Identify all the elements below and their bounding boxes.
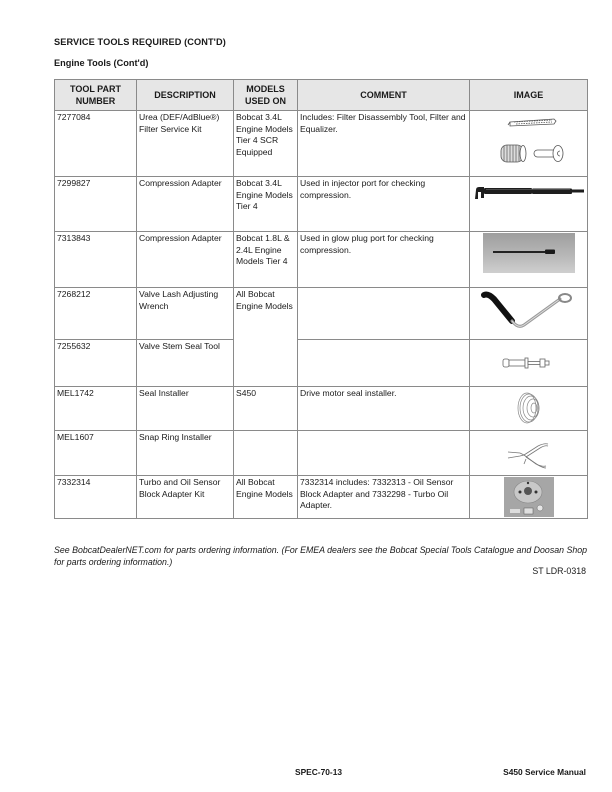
models-cell: Bobcat 3.4L Engine Models Tier 4 (234, 177, 298, 232)
filter-service-kit-image (470, 111, 588, 177)
manual-title: S450 Service Manual (503, 767, 586, 777)
header-description: DESCRIPTION (137, 80, 234, 111)
valve-lash-wrench-image (470, 288, 588, 340)
pliers-icon (504, 440, 554, 470)
glow-plug-adapter-photo-icon (483, 233, 575, 273)
compression-adapter-icon (472, 178, 588, 208)
part-number-cell: 7277084 (55, 111, 137, 177)
part-number-cell: MEL1607 (55, 431, 137, 476)
turbo-oil-adapter-kit-image (470, 476, 588, 519)
comment-cell: 7332314 includes: 7332313 - Oil Sensor Block Adapter and 7332298 - Turbo Oil Adapter. (298, 476, 470, 519)
table-row (55, 431, 588, 476)
models-cell: Bobcat 1.8L & 2.4L Engine Models Tier 4 (234, 232, 298, 288)
table-row (55, 476, 588, 519)
description-cell: Turbo and Oil Sensor Block Adapter Kit (137, 476, 234, 519)
description-cell: Valve Stem Seal Tool (137, 340, 234, 387)
document-code: ST LDR-0318 (532, 566, 586, 576)
comment-cell: Used in injector port for checking compression. (298, 177, 470, 232)
seal-installer-icon (509, 388, 549, 428)
models-cell: All Bobcat Engine Models (234, 288, 298, 387)
comment-cell (298, 288, 470, 340)
table-row (55, 288, 588, 340)
header-models: MODELS USED ON (234, 80, 298, 111)
seal-installer-image (470, 387, 588, 431)
glow-plug-compression-adapter-image (470, 232, 588, 288)
table-header-row (55, 80, 588, 111)
section-title: SERVICE TOOLS REQUIRED (CONT'D) (54, 37, 226, 47)
models-cell: S450 (234, 387, 298, 431)
models-cell: All Bobcat Engine Models (234, 476, 298, 519)
page-number: SPEC-70-13 (295, 767, 343, 777)
description-cell: Compression Adapter (137, 232, 234, 288)
description-cell: Seal Installer (137, 387, 234, 431)
service-tools-table (54, 79, 588, 519)
part-number-cell: 7313843 (55, 232, 137, 288)
description-cell: Valve Lash Adjusting Wrench (137, 288, 234, 340)
header-part-number: TOOL PART NUMBER (55, 80, 137, 111)
models-cell (234, 431, 298, 476)
table-row (55, 340, 588, 387)
table-row (55, 111, 588, 177)
filter-kit-icon (474, 112, 584, 172)
seal-tool-icon (499, 353, 559, 373)
description-cell: Urea (DEF/AdBlue®) Filter Service Kit (137, 111, 234, 177)
comment-cell (298, 340, 470, 387)
subsection-title: Engine Tools (Cont'd) (54, 58, 149, 68)
models-cell: Bobcat 3.4L Engine Models Tier 4 SCR Equipped (234, 111, 298, 177)
table-row (55, 387, 588, 431)
table-row (55, 177, 588, 232)
injector-compression-adapter-image (470, 177, 588, 232)
header-image: IMAGE (470, 80, 588, 111)
table-row (55, 232, 588, 288)
snap-ring-installer-image (470, 431, 588, 476)
comment-cell (298, 431, 470, 476)
valve-stem-seal-tool-image (470, 340, 588, 387)
comment-cell: Includes: Filter Disassembly Tool, Filter and Equalizer. (298, 111, 470, 177)
description-cell: Snap Ring Installer (137, 431, 234, 476)
comment-cell: Drive motor seal installer. (298, 387, 470, 431)
description-cell: Compression Adapter (137, 177, 234, 232)
part-number-cell: 7255632 (55, 340, 137, 387)
adapter-kit-photo-icon (504, 477, 554, 517)
comment-cell: Used in glow plug port for checking compression. (298, 232, 470, 288)
header-comment: COMMENT (298, 80, 470, 111)
part-number-cell: 7299827 (55, 177, 137, 232)
wrench-icon (474, 289, 584, 337)
part-number-cell: 7268212 (55, 288, 137, 340)
part-number-cell: 7332314 (55, 476, 137, 519)
parts-ordering-footnote: See BobcatDealerNET.com for parts ordering information. (For EMEA dealers see the Bobcat Special Tools Catalogue and Doosan Shop for parts ordering information.) (54, 545, 587, 567)
part-number-cell: MEL1742 (55, 387, 137, 431)
